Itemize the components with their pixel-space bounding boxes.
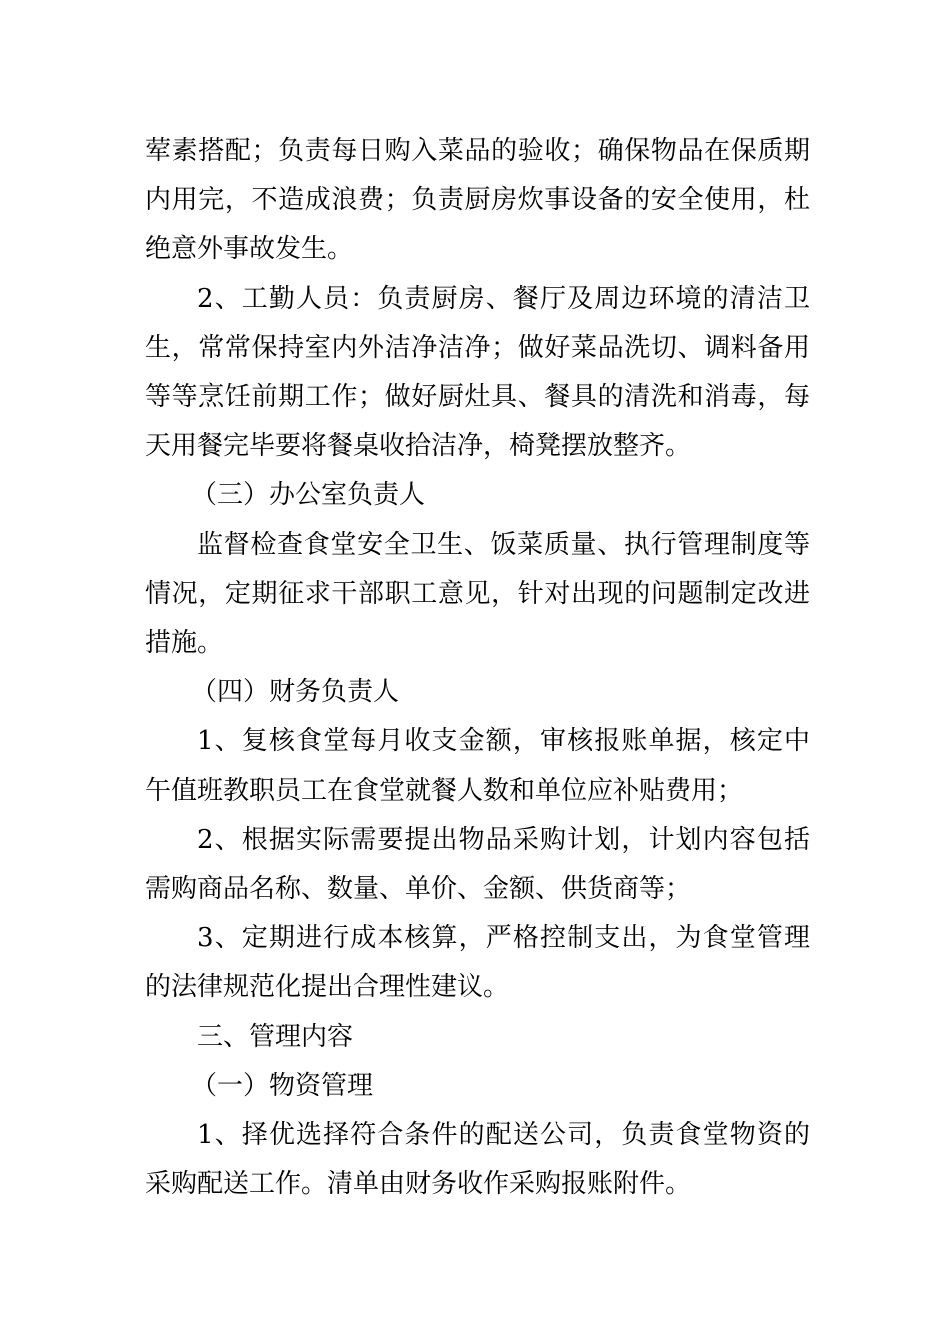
heading-finance-manager: （四）财务负责人 — [191, 677, 400, 708]
paragraph-finance-item-2: 2、根据实际需要提出物品采购计划，计划内容包括需购商品名称、数量、单价、金额、供货商等； — [145, 824, 810, 905]
paragraph-finance-item-1: 1、复核食堂每月收支金额，审核报账单据，核定中午值班教职员工在食堂就餐人数和单位应补贴费用； — [145, 726, 810, 806]
heading-management-content: 三、管理内容 — [197, 1021, 354, 1052]
heading-material-management: （一）物资管理 — [191, 1070, 374, 1101]
paragraph-finance-item-3: 3、定期进行成本核算，严格控制支出，为食堂管理的法律规范化提出合理性建议。 — [145, 923, 810, 1003]
paragraph-duty-continuation: 荤素搭配；负责每日购入菜品的验收；确保物品在保质期内用完，不造成浪费；负责厨房炊事设备的安全使用，杜绝意外事故发生。 — [145, 136, 810, 265]
paragraph-office-manager-duty: 监督检查食堂安全卫生、饭菜质量、执行管理制度等情况，定期征求干部职工意见，针对出现的问题制定改进措施。 — [145, 529, 810, 659]
heading-office-manager: （三）办公室负责人 — [191, 480, 426, 511]
document-body — [145, 127, 810, 1209]
paragraph-service-staff: 2、工勤人员：负责厨房、餐厅及周边环境的清洁卫生，常常保持室内外洁净洁净；做好菜品洗切、调料备用等等烹饪前期工作；做好厨灶具、餐具的清洗和消毒，每天用餐完毕要将餐桌收拾洁净，椅凳摆放整齐。 — [145, 283, 810, 462]
paragraph-material-item-1: 1、择优选择符合条件的配送公司，负责食堂物资的采购配送工作。清单由财务收作采购报账附件。 — [145, 1120, 810, 1200]
